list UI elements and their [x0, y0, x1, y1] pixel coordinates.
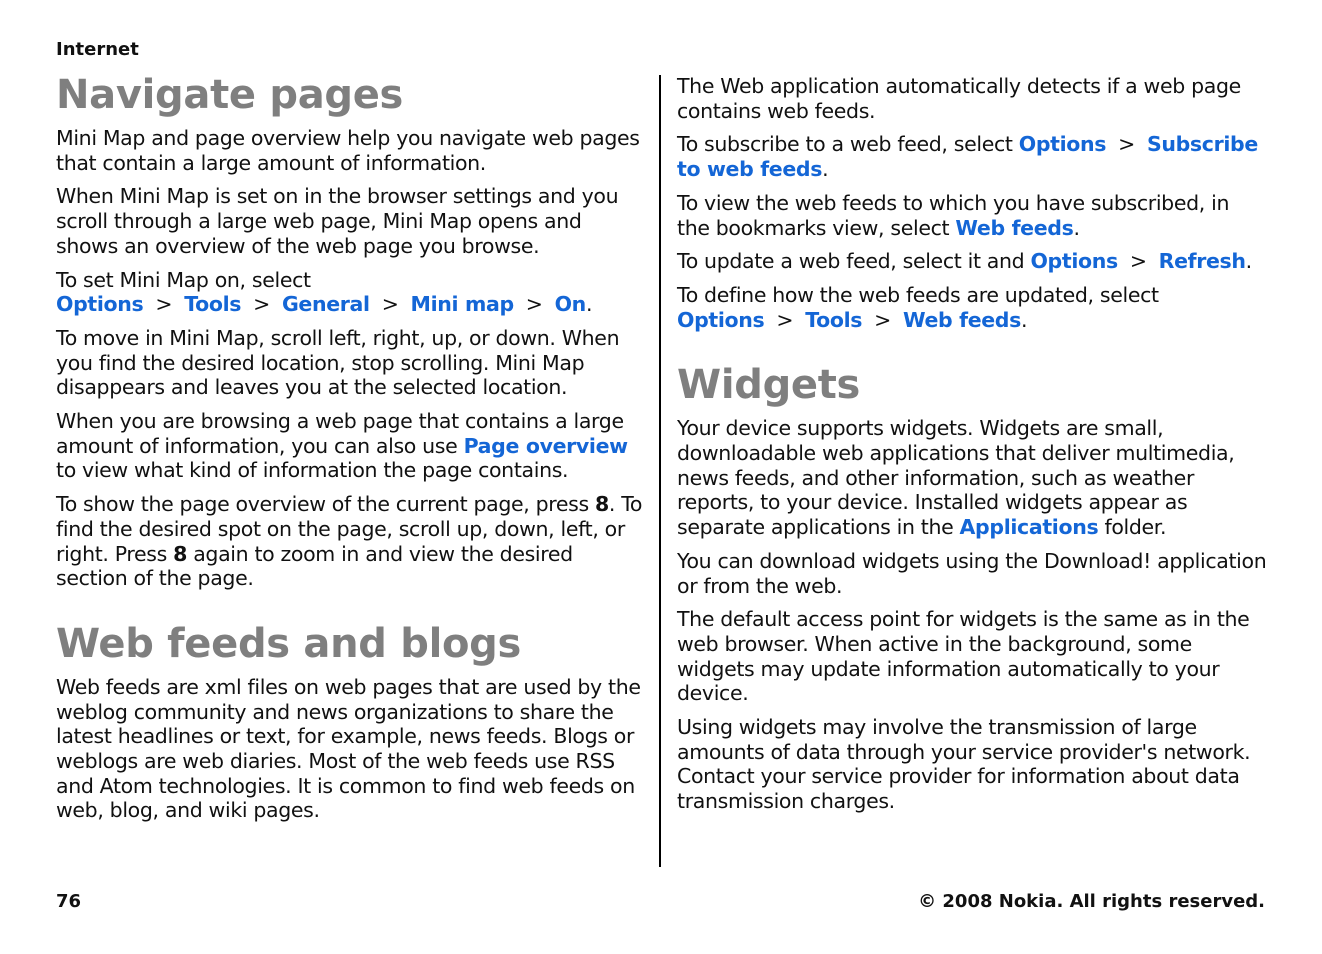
paragraph: Mini Map and page overview help you navigate web pages that contain a large amount of information.	[56, 126, 640, 175]
right-column	[677, 74, 1267, 823]
options-link[interactable]: Options	[1018, 132, 1107, 157]
paragraph-mini-map-path: To set Mini Map on, select Options > Tools > General > Mini map > On.	[56, 267, 593, 317]
general-link[interactable]: General	[281, 292, 370, 317]
web-feeds-link[interactable]: Web feeds	[955, 215, 1074, 240]
paragraph-view-feeds: To view the web feeds to which you have subscribed, in the bookmarks view, select Web feeds.	[677, 190, 1230, 240]
paragraph: Using widgets may involve the transmission of large amounts of data through your service provider's network. Contact your service provider for information about data transmission charges.	[677, 715, 1251, 814]
paragraph-widgets-intro: Your device supports widgets. Widgets are small, downloadable web applications that deliver multimedia, news feeds, and other information, such as weather reports, to your device. Installed widgets appear as separate applications in the Applications folder.	[677, 416, 1235, 540]
paragraph: The default access point for widgets is the same as in the web browser. When active in the background, some widgets may update information automatically to your device.	[677, 607, 1250, 706]
paragraph-page-overview-key: To show the page overview of the current page, press 8. To find the desired spot on the page, scroll up, down, left, or right. Press 8 again to zoom in and view the desired section of the page.	[56, 492, 643, 591]
tools-link[interactable]: Tools	[184, 292, 242, 317]
paragraph-page-overview: When you are browsing a web page that contains a large amount of information, you can also use Page overview to view what kind of information the page contains.	[56, 409, 628, 483]
options-link[interactable]: Options	[1030, 249, 1118, 274]
path-separator: >	[874, 307, 891, 332]
column-divider	[659, 75, 661, 867]
mini-map-link[interactable]: Mini map	[410, 292, 514, 317]
heading-widgets: Widgets	[677, 362, 861, 409]
heading-navigate-pages: Navigate pages	[56, 72, 404, 118]
path-separator: >	[381, 292, 399, 317]
path-separator: >	[525, 292, 543, 317]
refresh-link[interactable]: Refresh	[1158, 249, 1246, 274]
path-separator: >	[776, 307, 794, 332]
path-separator: >	[1129, 249, 1147, 274]
paragraph: The Web application automatically detects if a web page contains web feeds.	[677, 74, 1241, 123]
page-overview-link[interactable]: Page overview	[463, 433, 628, 458]
heading-web-feeds-and-blogs: Web feeds and blogs	[56, 620, 522, 667]
key-8: 8	[594, 492, 609, 517]
paragraph: Web feeds are xml files on web pages that are used by the weblog community and news organizations to share the latest headlines or text, for example, news feeds. Blogs or weblogs are web diaries. Most of the web feeds use RSS and Atom technologies. It is common to find web feeds on web, blog, and wiki pages.	[56, 674, 641, 823]
paragraph-define-updates: To define how the web feeds are updated, select Options > Tools > Web feeds.	[677, 282, 1159, 332]
running-header: Internet	[56, 39, 139, 60]
paragraph-subscribe: To subscribe to a web feed, select Options > Subscribe to web feeds.	[677, 132, 1258, 182]
copyright-notice: © 2008 Nokia. All rights reserved.	[918, 891, 1265, 912]
path-separator: >	[253, 292, 270, 317]
web-feeds-link[interactable]: Web feeds	[902, 307, 1021, 332]
on-link[interactable]: On	[554, 292, 586, 317]
tools-link[interactable]: Tools	[805, 307, 863, 332]
path-separator: >	[155, 292, 173, 317]
paragraph: You can download widgets using the Download! application or from the web.	[677, 548, 1267, 598]
page-number: 76	[56, 891, 82, 912]
options-link[interactable]: Options	[56, 292, 144, 317]
paragraph: When Mini Map is set on in the browser settings and you scroll through a large web page, Mini Map opens and shows an overview of the web page you browse.	[56, 184, 619, 258]
applications-link[interactable]: Applications	[959, 515, 1099, 540]
paragraph: To move in Mini Map, scroll left, right, up, or down. When you find the desired location, stop scrolling. Mini Map disappears and leaves you at the selected location.	[56, 325, 620, 400]
left-column	[56, 72, 646, 832]
key-8: 8	[173, 541, 188, 566]
subscribe-to-web-feeds-link[interactable]: Subscribe to web feeds	[677, 132, 1258, 182]
options-link[interactable]: Options	[677, 307, 765, 332]
paragraph-update-feed: To update a web feed, select it and Options > Refresh.	[677, 249, 1252, 274]
path-separator: >	[1118, 132, 1135, 157]
